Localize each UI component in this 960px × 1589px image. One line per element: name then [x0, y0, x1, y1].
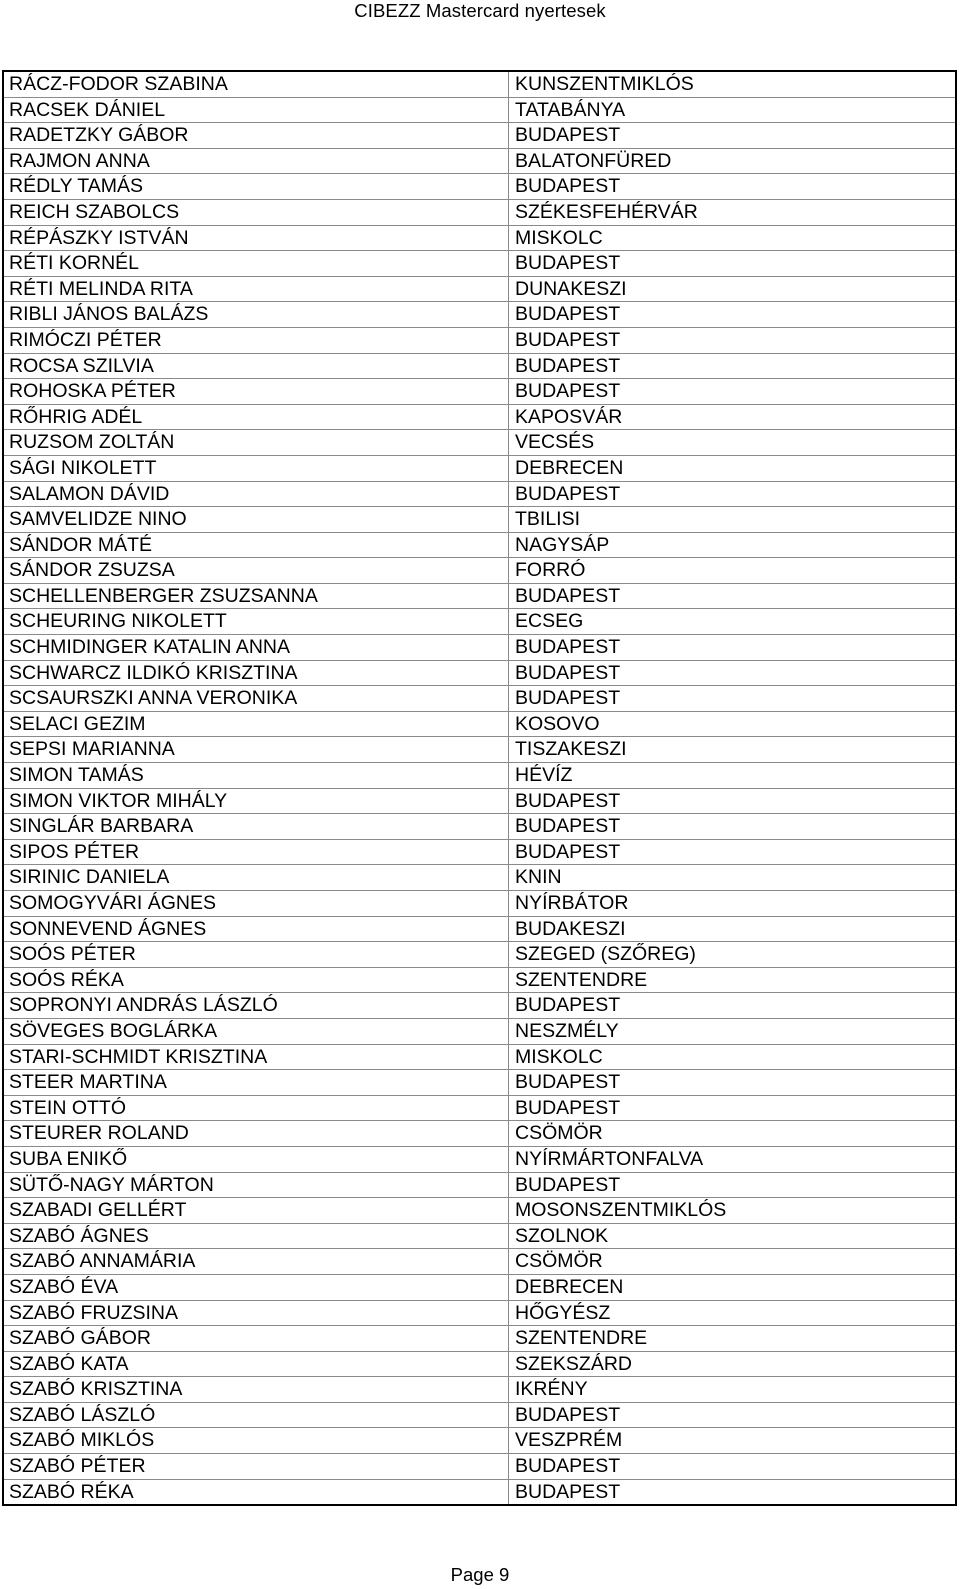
winner-name-cell: RADETZKY GÁBOR — [3, 123, 509, 149]
winner-name-cell: STARI-SCHMIDT KRISZTINA — [3, 1044, 509, 1070]
winner-name-cell: SUBA ENIKŐ — [3, 1146, 509, 1172]
table-row — [3, 967, 956, 993]
winner-name-cell: SINGLÁR BARBARA — [3, 814, 509, 840]
winner-city-cell: BUDAPEST — [509, 788, 957, 814]
winner-name-cell: SCHMIDINGER KATALIN ANNA — [3, 635, 509, 661]
winner-name-cell: RIMÓCZI PÉTER — [3, 327, 509, 353]
winner-name-cell: SOPRONYI ANDRÁS LÁSZLÓ — [3, 993, 509, 1019]
winner-city-cell: BUDAPEST — [509, 660, 957, 686]
winners-table — [2, 70, 957, 1506]
table-row — [3, 865, 956, 891]
winner-name-cell: SALAMON DÁVID — [3, 481, 509, 507]
table-row — [3, 97, 956, 123]
winner-name-cell: RÉTI MELINDA RITA — [3, 276, 509, 302]
winner-city-cell: KAPOSVÁR — [509, 404, 957, 430]
winner-name-cell: RÉDLY TAMÁS — [3, 174, 509, 200]
winner-city-cell: SZEKSZÁRD — [509, 1351, 957, 1377]
winner-name-cell: SÁNDOR MÁTÉ — [3, 532, 509, 558]
winner-city-cell: BUDAPEST — [509, 327, 957, 353]
winner-city-cell: NESZMÉLY — [509, 1018, 957, 1044]
winner-name-cell: SZABADI GELLÉRT — [3, 1198, 509, 1224]
winner-name-cell: SIRINIC DANIELA — [3, 865, 509, 891]
winner-city-cell: ECSEG — [509, 609, 957, 635]
winner-name-cell: SZABÓ RÉKA — [3, 1479, 509, 1505]
winner-city-cell: BUDAPEST — [509, 1479, 957, 1505]
table-row — [3, 1454, 956, 1480]
table-row — [3, 404, 956, 430]
table-row — [3, 1095, 956, 1121]
table-row — [3, 1377, 956, 1403]
winner-name-cell: SZABÓ MIKLÓS — [3, 1428, 509, 1454]
winner-name-cell: SCHWARCZ ILDIKÓ KRISZTINA — [3, 660, 509, 686]
winner-city-cell: BUDAPEST — [509, 481, 957, 507]
winner-name-cell: SOÓS RÉKA — [3, 967, 509, 993]
winner-name-cell: STEER MARTINA — [3, 1070, 509, 1096]
winner-city-cell: NAGYSÁP — [509, 532, 957, 558]
winner-city-cell: HÉVÍZ — [509, 763, 957, 789]
winner-name-cell: SZABÓ KATA — [3, 1351, 509, 1377]
winner-city-cell: BUDAPEST — [509, 353, 957, 379]
winner-city-cell: VESZPRÉM — [509, 1428, 957, 1454]
table-row — [3, 583, 956, 609]
winner-name-cell: SZABÓ ANNAMÁRIA — [3, 1249, 509, 1275]
table-row — [3, 1479, 956, 1505]
winner-name-cell: RAJMON ANNA — [3, 148, 509, 174]
winner-city-cell: BALATONFÜRED — [509, 148, 957, 174]
winner-city-cell: DUNAKESZI — [509, 276, 957, 302]
table-row — [3, 148, 956, 174]
winner-name-cell: STEIN OTTÓ — [3, 1095, 509, 1121]
table-row — [3, 891, 956, 917]
winner-name-cell: SELACI GEZIM — [3, 711, 509, 737]
table-row — [3, 1351, 956, 1377]
winner-city-cell: SZÉKESFEHÉRVÁR — [509, 199, 957, 225]
winner-city-cell: DEBRECEN — [509, 455, 957, 481]
table-row — [3, 711, 956, 737]
page-number: Page 9 — [450, 1564, 510, 1585]
table-row — [3, 251, 956, 277]
winner-city-cell: BUDAKESZI — [509, 916, 957, 942]
winner-name-cell: SIMON VIKTOR MIHÁLY — [3, 788, 509, 814]
winner-city-cell: BUDAPEST — [509, 251, 957, 277]
winner-name-cell: REICH SZABOLCS — [3, 199, 509, 225]
winner-city-cell: TISZAKESZI — [509, 737, 957, 763]
winner-city-cell: IKRÉNY — [509, 1377, 957, 1403]
table-row — [3, 1326, 956, 1352]
winner-name-cell: SZABÓ LÁSZLÓ — [3, 1402, 509, 1428]
winner-name-cell: SIPOS PÉTER — [3, 839, 509, 865]
table-row — [3, 942, 956, 968]
winner-city-cell: TBILISI — [509, 507, 957, 533]
winner-name-cell: SIMON TAMÁS — [3, 763, 509, 789]
table-row — [3, 1300, 956, 1326]
winner-city-cell: BUDAPEST — [509, 686, 957, 712]
winner-city-cell: BUDAPEST — [509, 839, 957, 865]
document-header — [0, 0, 960, 22]
winner-city-cell: BUDAPEST — [509, 1402, 957, 1428]
winner-name-cell: RÉTI KORNÉL — [3, 251, 509, 277]
table-row — [3, 993, 956, 1019]
winner-city-cell: BUDAPEST — [509, 174, 957, 200]
winner-name-cell: ROCSA SZILVIA — [3, 353, 509, 379]
table-row — [3, 609, 956, 635]
table-row — [3, 455, 956, 481]
winner-name-cell: RÉPÁSZKY ISTVÁN — [3, 225, 509, 251]
table-row — [3, 1223, 956, 1249]
table-row — [3, 1044, 956, 1070]
winner-name-cell: SEPSI MARIANNA — [3, 737, 509, 763]
winner-name-cell: SZABÓ KRISZTINA — [3, 1377, 509, 1403]
winner-city-cell: BUDAPEST — [509, 1172, 957, 1198]
winner-city-cell: KUNSZENTMIKLÓS — [515, 73, 694, 95]
table-row — [3, 225, 956, 251]
table-row — [3, 430, 956, 456]
table-row — [3, 327, 956, 353]
winner-city-cell: BUDAPEST — [509, 993, 957, 1019]
table-row — [3, 123, 956, 149]
winner-name-cell: SÁGI NIKOLETT — [3, 455, 509, 481]
table-row — [3, 839, 956, 865]
table-row — [3, 276, 956, 302]
winner-name-cell: ROHOSKA PÉTER — [3, 379, 509, 405]
table-row — [3, 353, 956, 379]
winner-city-cell: FORRÓ — [509, 558, 957, 584]
table-row — [3, 1070, 956, 1096]
winner-name-cell: RACSEK DÁNIEL — [3, 97, 509, 123]
winner-city-cell: BUDAPEST — [509, 379, 957, 405]
winner-name-cell: RIBLI JÁNOS BALÁZS — [3, 302, 509, 328]
winner-city-cell: MOSONSZENTMIKLÓS — [509, 1198, 957, 1224]
table-row — [3, 481, 956, 507]
winner-city-cell: BUDAPEST — [509, 1454, 957, 1480]
table-row — [3, 686, 956, 712]
winner-city-cell: DEBRECEN — [509, 1274, 957, 1300]
winner-city-cell: SZENTENDRE — [509, 1326, 957, 1352]
table-row — [3, 532, 956, 558]
winner-name-cell: SÜTŐ-NAGY MÁRTON — [3, 1172, 509, 1198]
table-row — [3, 1249, 956, 1275]
table-row — [3, 814, 956, 840]
winner-name-cell: RÁCZ-FODOR SZABINA — [3, 71, 509, 97]
winner-city-cell: NYÍRMÁRTONFALVA — [509, 1146, 957, 1172]
winner-city-cell: BUDAPEST — [509, 814, 957, 840]
winner-city-cell: MISKOLC — [509, 225, 957, 251]
winner-city-cell: BUDAPEST — [509, 635, 957, 661]
winner-name-cell: RUZSOM ZOLTÁN — [3, 430, 509, 456]
winner-city-cell: BUDAPEST — [509, 583, 957, 609]
winner-name-cell: SOÓS PÉTER — [3, 942, 509, 968]
table-row — [3, 302, 956, 328]
winner-name-cell: SCHEURING NIKOLETT — [3, 609, 509, 635]
winners-table-body — [3, 71, 956, 1505]
table-row — [3, 660, 956, 686]
winner-name-cell: SCHELLENBERGER ZSUZSANNA — [3, 583, 509, 609]
winner-name-cell: SZABÓ ÁGNES — [3, 1223, 509, 1249]
winner-name-cell: SÁNDOR ZSUZSA — [3, 558, 509, 584]
table-row — [3, 1402, 956, 1428]
winner-name-cell: SZABÓ GÁBOR — [3, 1326, 509, 1352]
winner-city-cell: SZENTENDRE — [509, 967, 957, 993]
table-row — [3, 558, 956, 584]
table-row — [3, 199, 956, 225]
winner-name-cell: STEURER ROLAND — [3, 1121, 509, 1147]
winner-name-cell: SCSAURSZKI ANNA VERONIKA — [3, 686, 509, 712]
winner-city-cell: BUDAPEST — [509, 123, 957, 149]
winner-name-cell: SZABÓ ÉVA — [3, 1274, 509, 1300]
winner-name-cell: SOMOGYVÁRI ÁGNES — [3, 891, 509, 917]
table-row — [3, 71, 956, 97]
winner-city-cell: HŐGYÉSZ — [509, 1300, 957, 1326]
winner-name-cell: SZABÓ FRUZSINA — [3, 1300, 509, 1326]
winner-city-cell: NYÍRBÁTOR — [509, 891, 957, 917]
table-row — [3, 1172, 956, 1198]
table-row — [3, 379, 956, 405]
table-row — [3, 635, 956, 661]
winner-name-cell: SONNEVEND ÁGNES — [3, 916, 509, 942]
winner-city-cell: KOSOVO — [509, 711, 957, 737]
winner-city-cell: BUDAPEST — [509, 302, 957, 328]
winner-city-cell: SZOLNOK — [509, 1223, 957, 1249]
winner-city-cell: BUDAPEST — [509, 1095, 957, 1121]
winner-name-cell: SZABÓ PÉTER — [3, 1454, 509, 1480]
table-row — [3, 1274, 956, 1300]
document-title: CIBEZZ Mastercard nyertesek — [354, 0, 606, 21]
winner-name-cell: RŐHRIG ADÉL — [3, 404, 509, 430]
winner-city-cell: MISKOLC — [509, 1044, 957, 1070]
winner-name-cell: SÖVEGES BOGLÁRKA — [3, 1018, 509, 1044]
winner-city-cell: CSÖMÖR — [509, 1121, 957, 1147]
winner-city-cell: SZEGED (SZŐREG) — [509, 942, 957, 968]
table-row — [3, 763, 956, 789]
table-row — [3, 174, 956, 200]
table-row — [3, 788, 956, 814]
winner-city-cell: CSÖMÖR — [509, 1249, 957, 1275]
table-row — [3, 507, 956, 533]
winner-city-cell: BUDAPEST — [509, 1070, 957, 1096]
page-footer — [0, 1564, 960, 1586]
winner-city-cell: TATABÁNYA — [509, 97, 957, 123]
table-row — [3, 1428, 956, 1454]
winner-city-cell: KNIN — [509, 865, 957, 891]
table-row — [3, 1198, 956, 1224]
winner-name-cell: SAMVELIDZE NINO — [3, 507, 509, 533]
table-row — [3, 737, 956, 763]
table-row — [3, 1018, 956, 1044]
table-row — [3, 916, 956, 942]
table-row — [3, 1121, 956, 1147]
winner-city-cell: VECSÉS — [509, 430, 957, 456]
table-row — [3, 1146, 956, 1172]
